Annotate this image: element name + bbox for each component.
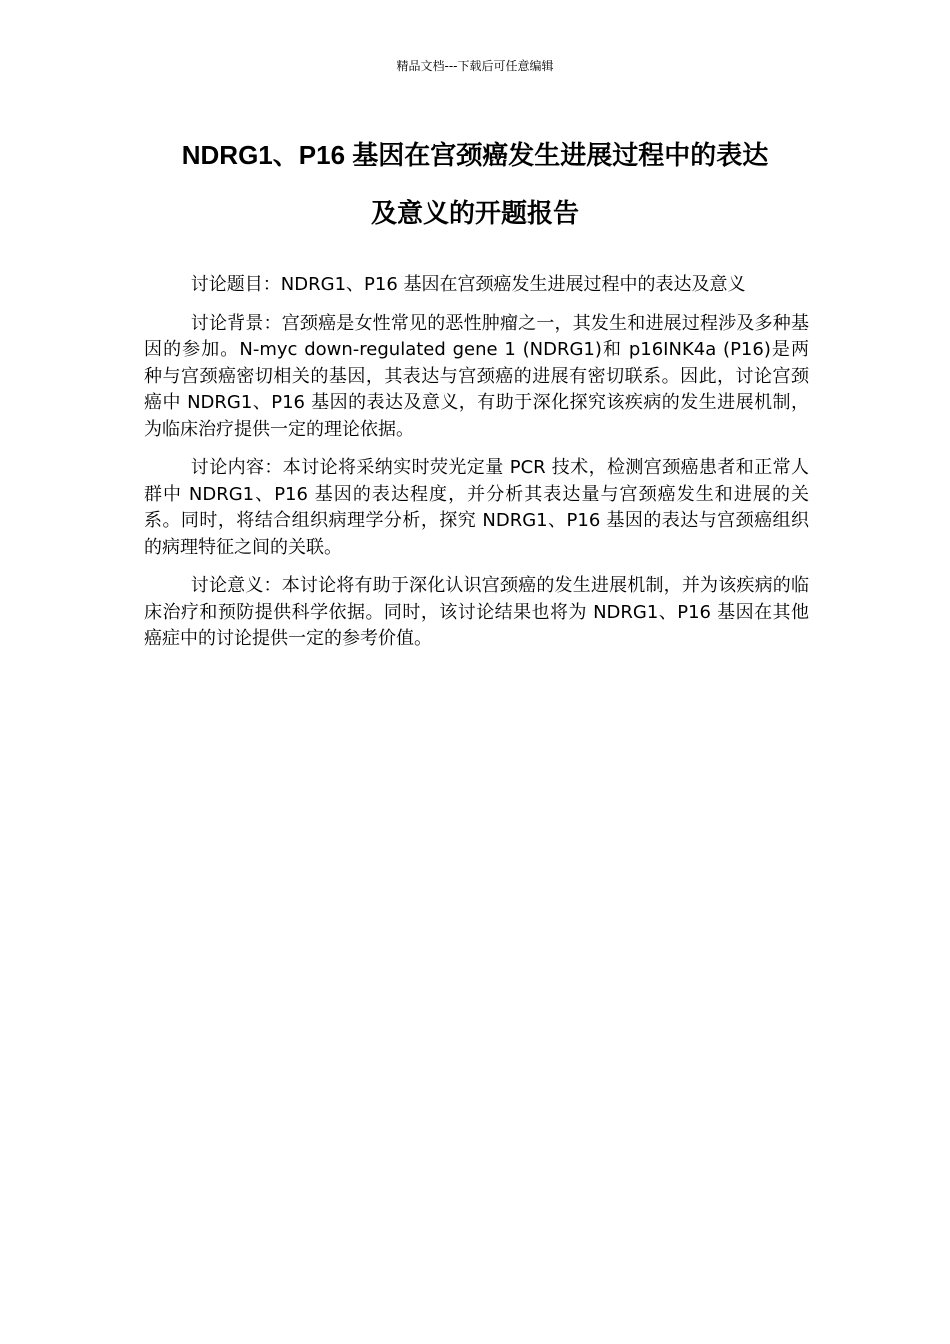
paragraph-content: 讨论内容：本讨论将采纳实时荧光定量 PCR 技术，检测宫颈癌患者和正常人群中 NDRG1、P16 基因的表达程度，并分析其表达量与宫颈癌发生和进展的关系。同时，将结合组织病理学分析，探究 NDRG1、P16 基因的表达与宫颈癌组织的病理特征之间的关联。 [144,457,809,558]
paragraph-background: 讨论背景：宫颈癌是女性常见的恶性肿瘤之一，其发生和进展过程涉及多种基因的参加。N-myc down-regulated gene 1 (NDRG1)和 p16INK4a (P16)是两种与宫颈癌密切相关的基因，其表达与宫颈癌的进展有密切联系。因此，讨论宫颈癌中 NDRG1、P16 基因的表达及意义，有助于深化探究该疾病的发生进展机制，为临床治疗提供一定的理论依据。 [144,312,809,440]
document-body [144,272,809,665]
page-header: 精品文档---下载后可任意编辑 [396,59,554,73]
paragraph-significance: 讨论意义：本讨论将有助于深化认识宫颈癌的发生进展机制，并为该疾病的临床治疗和预防提供科学依据。同时，该讨论结果也将为 NDRG1、P16 基因在其他癌症中的讨论提供一定的参考价值。 [144,575,809,649]
document-title-line-2: 及意义的开题报告 [370,198,579,228]
document-title [120,126,830,242]
document-title-line-1: NDRG1、P16 基因在宫颈癌发生进展过程中的表达 [181,140,769,170]
paragraph-topic: 讨论题目：NDRG1、P16 基因在宫颈癌发生进展过程中的表达及意义 [190,274,746,295]
